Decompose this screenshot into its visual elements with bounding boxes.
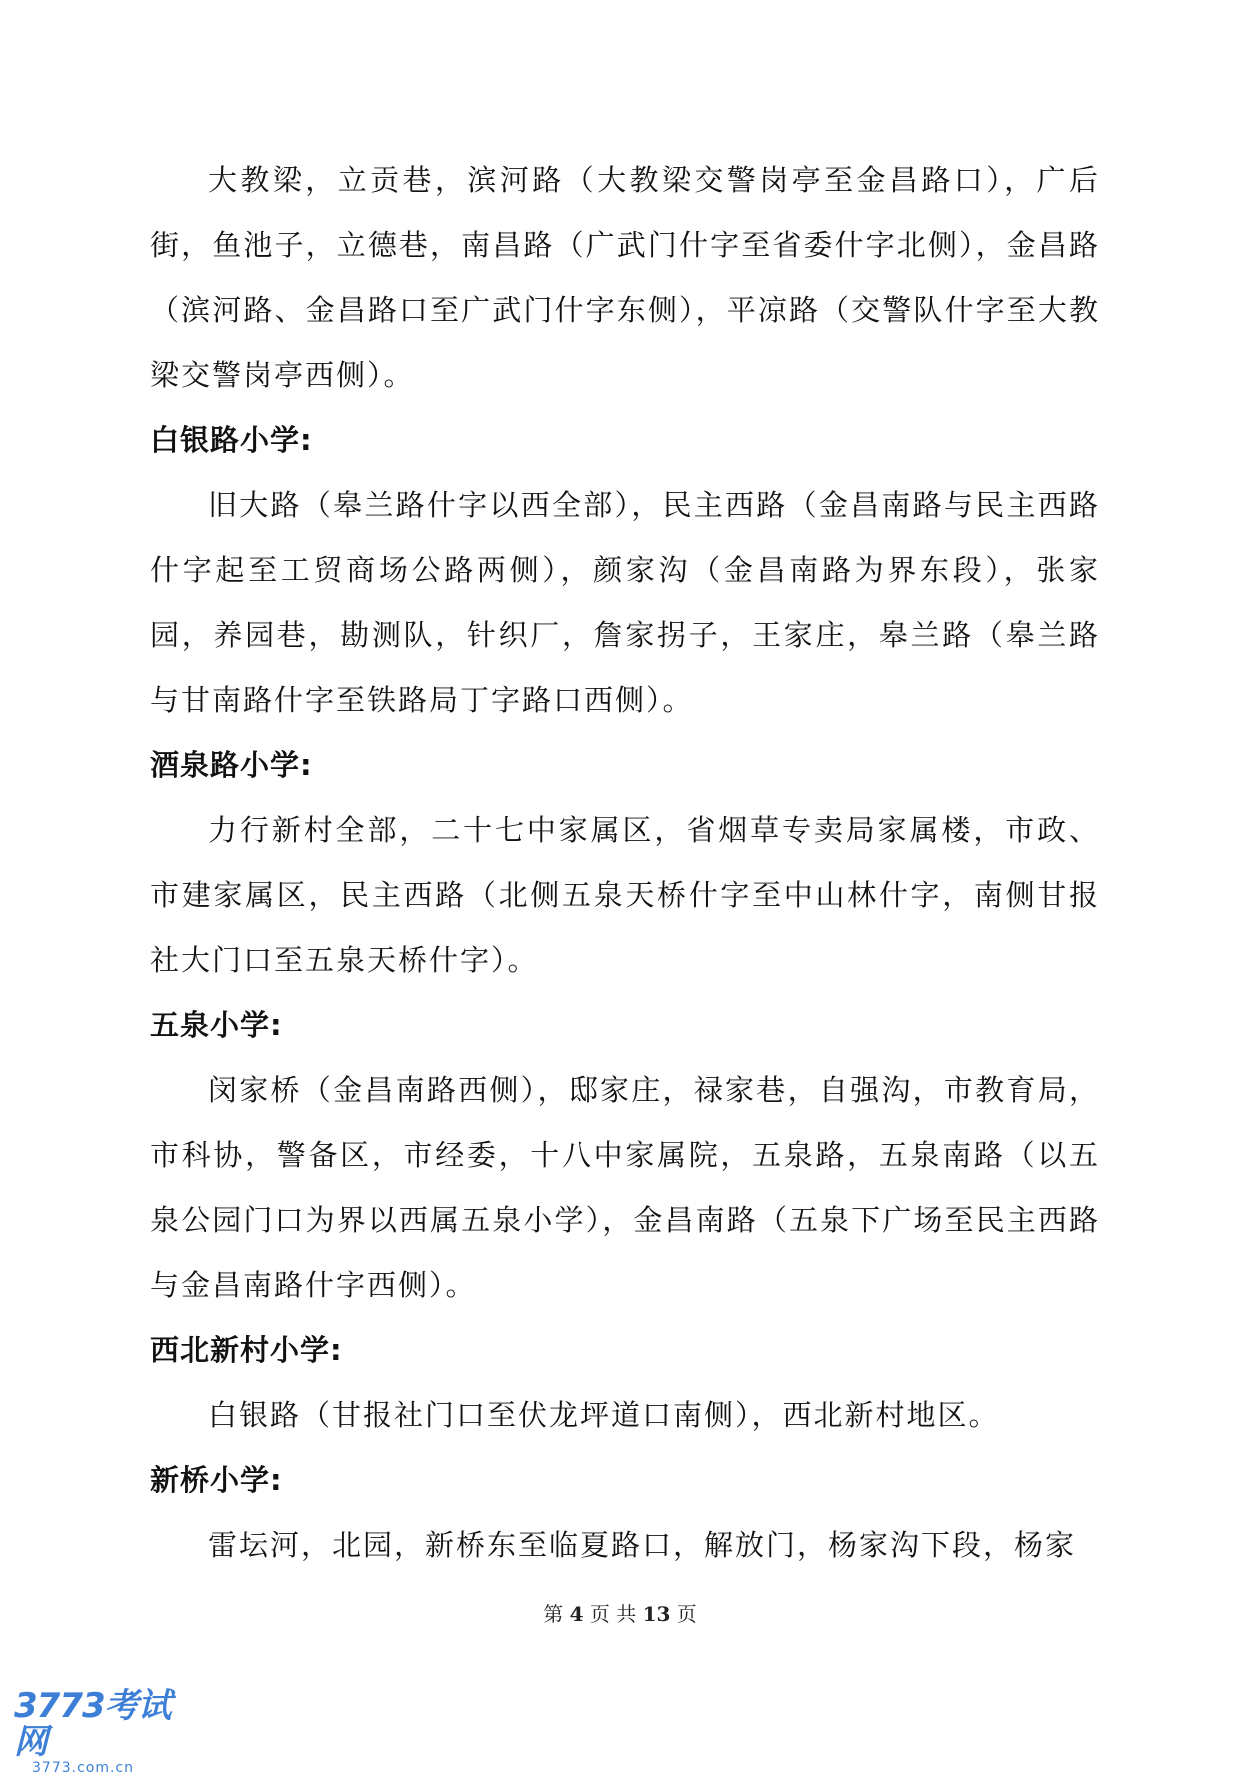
footer-page-number: 4 <box>569 1602 584 1626</box>
paragraph-xibei-school: 白银路（甘报社门口至伏龙坪道口南侧），西北新村地区。 <box>208 1398 1000 1432</box>
heading-xinqiao-school: 新桥小学: <box>150 1463 283 1497</box>
heading-xibei-school: 西北新村小学: <box>150 1333 343 1367</box>
footer-suffix: 页 <box>676 1602 697 1626</box>
paragraph-intro: 大教梁，立贡巷，滨河路（大教梁交警岗亭至金昌路口），广后街，鱼池子，立德巷，南昌路（广武门什字至省委什字北侧），金昌路（滨河路、金昌路口至广武门什字东侧），平凉路（交警队什字至大教梁交警岗亭西侧）。 <box>150 163 1100 392</box>
footer-total-pages: 13 <box>642 1602 671 1626</box>
paragraph-xinqiao-school: 雷坛河，北园，新桥东至临夏路口，解放门，杨家沟下段，杨家 <box>208 1528 1077 1562</box>
heading-jiuquan-school: 酒泉路小学: <box>150 748 313 782</box>
heading-wuquan-school: 五泉小学: <box>150 1008 283 1042</box>
watermark-logo-text: 3773考试网 <box>14 1686 171 1762</box>
footer-middle: 页 共 <box>589 1602 637 1626</box>
paragraph-jiuquan-school: 力行新村全部，二十七中家属区，省烟草专卖局家属楼，市政、市建家属区，民主西路（北侧五泉天桥什字至中山林什字，南侧甘报社大门口至五泉天桥什字）。 <box>150 813 1100 977</box>
paragraph-baiyin-school: 旧大路（皋兰路什字以西全部），民主西路（金昌南路与民主西路什字起至工贸商场公路两侧），颜家沟（金昌南路为界东段），张家园，养园巷，勘测队，针织厂，詹家拐子，王家庄，皋兰路（皋兰路与甘南路什字至铁路局丁字路口西侧）。 <box>150 488 1100 717</box>
footer-prefix: 第 <box>543 1602 564 1626</box>
heading-baiyin-school: 白银路小学: <box>150 423 313 457</box>
watermark-url: 3773.com.cn <box>32 1760 134 1776</box>
watermark-logo <box>14 1688 174 1776</box>
document-body <box>150 148 1100 1578</box>
paragraph-wuquan-school: 闵家桥（金昌南路西侧），邸家庄，禄家巷，自强沟，市教育局，市科协，警备区，市经委，十八中家属院，五泉路，五泉南路（以五泉公园门口为界以西属五泉小学），金昌南路（五泉下广场至民主西路与金昌南路什字西侧）。 <box>150 1073 1100 1302</box>
page-footer <box>0 1598 1240 1627</box>
